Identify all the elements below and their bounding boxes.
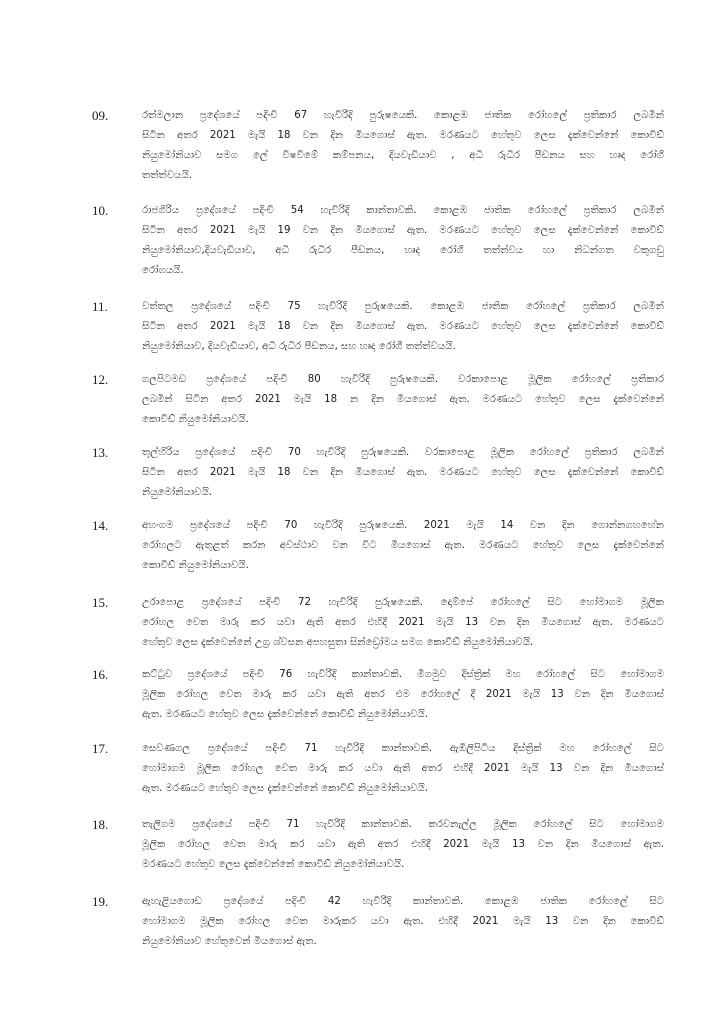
record-text bbox=[142, 443, 664, 503]
death-record-15 bbox=[92, 593, 664, 653]
record-line: ඇහැළියගොඩ ප්‍රදේශයේ පදිංචි 42 හැවිරිදි කාන්තාවකි. කොළඹ ජාතික රෝහලේ සිට bbox=[142, 896, 664, 907]
record-text bbox=[142, 739, 664, 799]
record-number: 16. bbox=[92, 667, 109, 682]
record-text bbox=[142, 106, 664, 186]
record-text bbox=[142, 297, 664, 357]
record-line: වත්තල ප්‍රදේශයේ පදිංචි 75 හැවිරිදි පුරුෂයෙකි. කොළඹ ජාතික රෝහලේ ප්‍රතිකාර ලබමින් bbox=[142, 301, 664, 312]
record-line: තුල්හිරිය ප්‍රදේශයේ පදිංචි 70 හැවිරිදි පුරුෂයෙකි. වරකාපොළ මූලික රෝහලේ ප්‍රතිකාර ලබමින් bbox=[142, 447, 664, 458]
record-line: හෝමාගම මූලික රෝහල වෙත මාරු කර යවා ඇති අතර එහිදී 2021 මැයි 13 වන දින මියගොස් bbox=[142, 763, 664, 774]
record-line: මූලික රෝහල වෙත මාරු කර යවා ඇති අතර එහිදී 2021 මැයි 13 වන දින මියගොස් ඇත. bbox=[142, 839, 664, 850]
death-record-10 bbox=[92, 201, 664, 281]
record-line: නියුමෝනියාවයි. bbox=[142, 487, 213, 498]
record-line: නියුමෝනියාව හේතුවෙන් මියගොස් ඇත. bbox=[142, 936, 317, 947]
record-line: කට්ටුව ප්‍රදේශයේ පදිංචි 76 හැවිරිදි කාන්තාවකි. මීගමුව දිස්ත්‍රික් මහ රෝහලේ සිට හෝමාගම bbox=[142, 669, 664, 680]
death-record-09 bbox=[92, 106, 664, 186]
record-line: සිටින අතර 2021 මැයි 18 වන දින මියගොස් ඇත. මරණයට හේතුව ලෙස දැක්වෙන්නේ කොවිඩ් bbox=[142, 130, 664, 141]
record-text bbox=[142, 665, 664, 725]
record-line: ඇත. මරණයට හේතුව ලෙස දැක්වෙන්නේ කොවිඩ් නියුමෝනියාවයි. bbox=[142, 709, 428, 720]
death-record-13 bbox=[92, 443, 664, 503]
record-line: තත්ත්වයයි. bbox=[142, 170, 193, 181]
record-line: සිටින අතර 2021 මැයි 19 වන දින මියගොස් ඇත. මරණයට හේතුව ලෙස දැක්වෙන්නේ කොවිඩ් bbox=[142, 225, 664, 236]
record-line: අහංගම ප්‍රදේශයේ පදිංචි 70 හැවිරිදි පුරුෂයෙකි. 2021 මැයි 14 වන දින ගොන්නගහහේන bbox=[142, 520, 664, 531]
record-number: 17. bbox=[92, 741, 109, 756]
record-text bbox=[142, 593, 664, 653]
death-record-16 bbox=[92, 665, 664, 725]
record-line: නියුමෝනියාව,දියවැඩියාව, අධි රුධිර පීඩනය, හෘද රෝගී තත්ත්වය හා නිධන්ගත වකුගඩු bbox=[142, 245, 664, 256]
record-number: 14. bbox=[92, 518, 109, 533]
record-line: නියුමෝනියාව සමග ලේ විෂවීමේ කම්පනය, දියවැඩියාව , අධි රුධිර පීඩනය සහ හෘද රෝගී bbox=[142, 150, 664, 161]
record-text bbox=[142, 370, 664, 430]
record-text bbox=[142, 516, 664, 576]
record-number: 13. bbox=[92, 445, 109, 460]
death-record-18 bbox=[92, 815, 664, 875]
record-text bbox=[142, 815, 664, 875]
record-line: ගලපිටමඩ ප්‍රදේශයේ පදිංචි 80 හැවිරිදි පුරුෂයෙකි. වරකාපොළ මූලික රෝහලේ ප්‍රතිකාර bbox=[142, 374, 664, 385]
record-number: 18. bbox=[92, 817, 109, 832]
record-number: 11. bbox=[92, 299, 108, 314]
record-line: රාජගිරිය ප්‍රදේශයේ පදිංචි 54 හැවිරිදි කාන්තාවකි. කොළඹ ජාතික රෝහලේ ප්‍රතිකාර ලබමින් bbox=[142, 205, 664, 216]
record-line: හේතුව ලෙස දැක්වෙන්නේ උග්‍ර ශ්වසන අපහසුතා සින්ඩ්‍රෝමය සමග කොවිඩ් නියුමෝනියාවයි. bbox=[142, 637, 534, 648]
record-line: රෝගයයි. bbox=[142, 265, 184, 276]
record-line: රෝහල වෙත මාරු කර යවා ඇති අතර එහිදී 2021 මැයි 13 වන දින මියගොස් ඇත. මරණයට bbox=[142, 617, 664, 628]
record-line: මරණයට හේතුව ලෙස දැක්වෙන්නේ කොවිඩ් නියුමෝනියාවයි. bbox=[142, 859, 405, 870]
record-line: රත්මලාන ප්‍රදේශයේ පදිංචි 67 හැවිරිදි පුරුෂයෙකි. කොළඹ ජාතික රෝහලේ ප්‍රතිකාර ලබමින් bbox=[142, 110, 664, 121]
record-line: නියුමෝනියාව, දියවැඩියාව, අධි රුධිර පීඩනය, සහ හෘද රෝගී තත්ත්වයයි. bbox=[142, 341, 456, 352]
death-record-19 bbox=[92, 892, 664, 952]
record-line: සිටින අතර 2021 මැයි 18 වන දින මියගොස් ඇත. මරණයට හේතුව ලෙස දැක්වෙන්නේ කොවිඩ් bbox=[142, 467, 664, 478]
record-number: 10. bbox=[92, 203, 109, 218]
record-line: තැලිගම ප්‍රදේශයේ පදිංචි 71 හැවිරිදි කාන්තාවකි. කරවනැල්ල මූලික රෝහලේ සිට හෝමාගම bbox=[142, 819, 664, 830]
record-number: 12. bbox=[92, 372, 109, 387]
death-record-17 bbox=[92, 739, 664, 799]
record-line: සිටින අතර 2021 මැයි 18 වන දින මියගොස් ඇත. මරණයට හේතුව ලෙස දැක්වෙන්නේ කොවිඩ් bbox=[142, 321, 664, 332]
death-record-12 bbox=[92, 370, 664, 430]
death-record-11 bbox=[92, 297, 664, 357]
record-line: ලබමින් සිටින අතර 2021 මැයි 18 න දින මියගොස් ඇත. මරණයට හේතුව ලෙස දැක්වෙන්නේ bbox=[142, 394, 664, 405]
record-line: කොවිඩ් නියුමෝනියාවයි. bbox=[142, 560, 249, 571]
record-number: 15. bbox=[92, 595, 109, 610]
record-line: රෝහලට ඇතුළත් කරන අවස්ථාව වන විට මියගොස් ඇත. මරණයට හේතුව ලෙස දැක්වෙන්නේ bbox=[142, 540, 664, 551]
death-record-14 bbox=[92, 516, 664, 576]
record-number: 19. bbox=[92, 894, 109, 909]
record-line: මූලික රෝහල වෙත මාරු කර යවා ඇති අතර එම රෝහලේ දී 2021 මැයි 13 වන දින මියගොස් bbox=[142, 689, 664, 700]
record-text bbox=[142, 201, 664, 281]
record-line: කොවිඩ් නියුමෝනියාවයි. bbox=[142, 414, 249, 425]
record-line: හෝමාගම මූලික රෝහල වෙත මාරුකර යවා ඇත. එහිදී 2021 මැයි 13 වන දින කොවිඩ් bbox=[142, 916, 664, 927]
record-line: ඇත. මරණයට හේතුව ලෙස දැක්වෙන්නේ කොවිඩ් නියුමෝනියාවයි. bbox=[142, 783, 428, 794]
record-line: උරාපොළ ප්‍රදේශයේ පදිංචි 72 හැවිරිදි පුරුෂයෙකි. දොම්පේ රෝහලේ සිට හෝමාගම මූලික bbox=[142, 597, 664, 608]
record-line: සෙවණගල ප්‍රදේශයේ පදිංචි 71 හැවිරිදි කාන්තාවකි. ඇඹිලිපිටිය දිස්ත්‍රික් මහ රෝහලේ සිට bbox=[142, 743, 664, 754]
record-number: 09. bbox=[92, 108, 109, 123]
record-text bbox=[142, 892, 664, 952]
